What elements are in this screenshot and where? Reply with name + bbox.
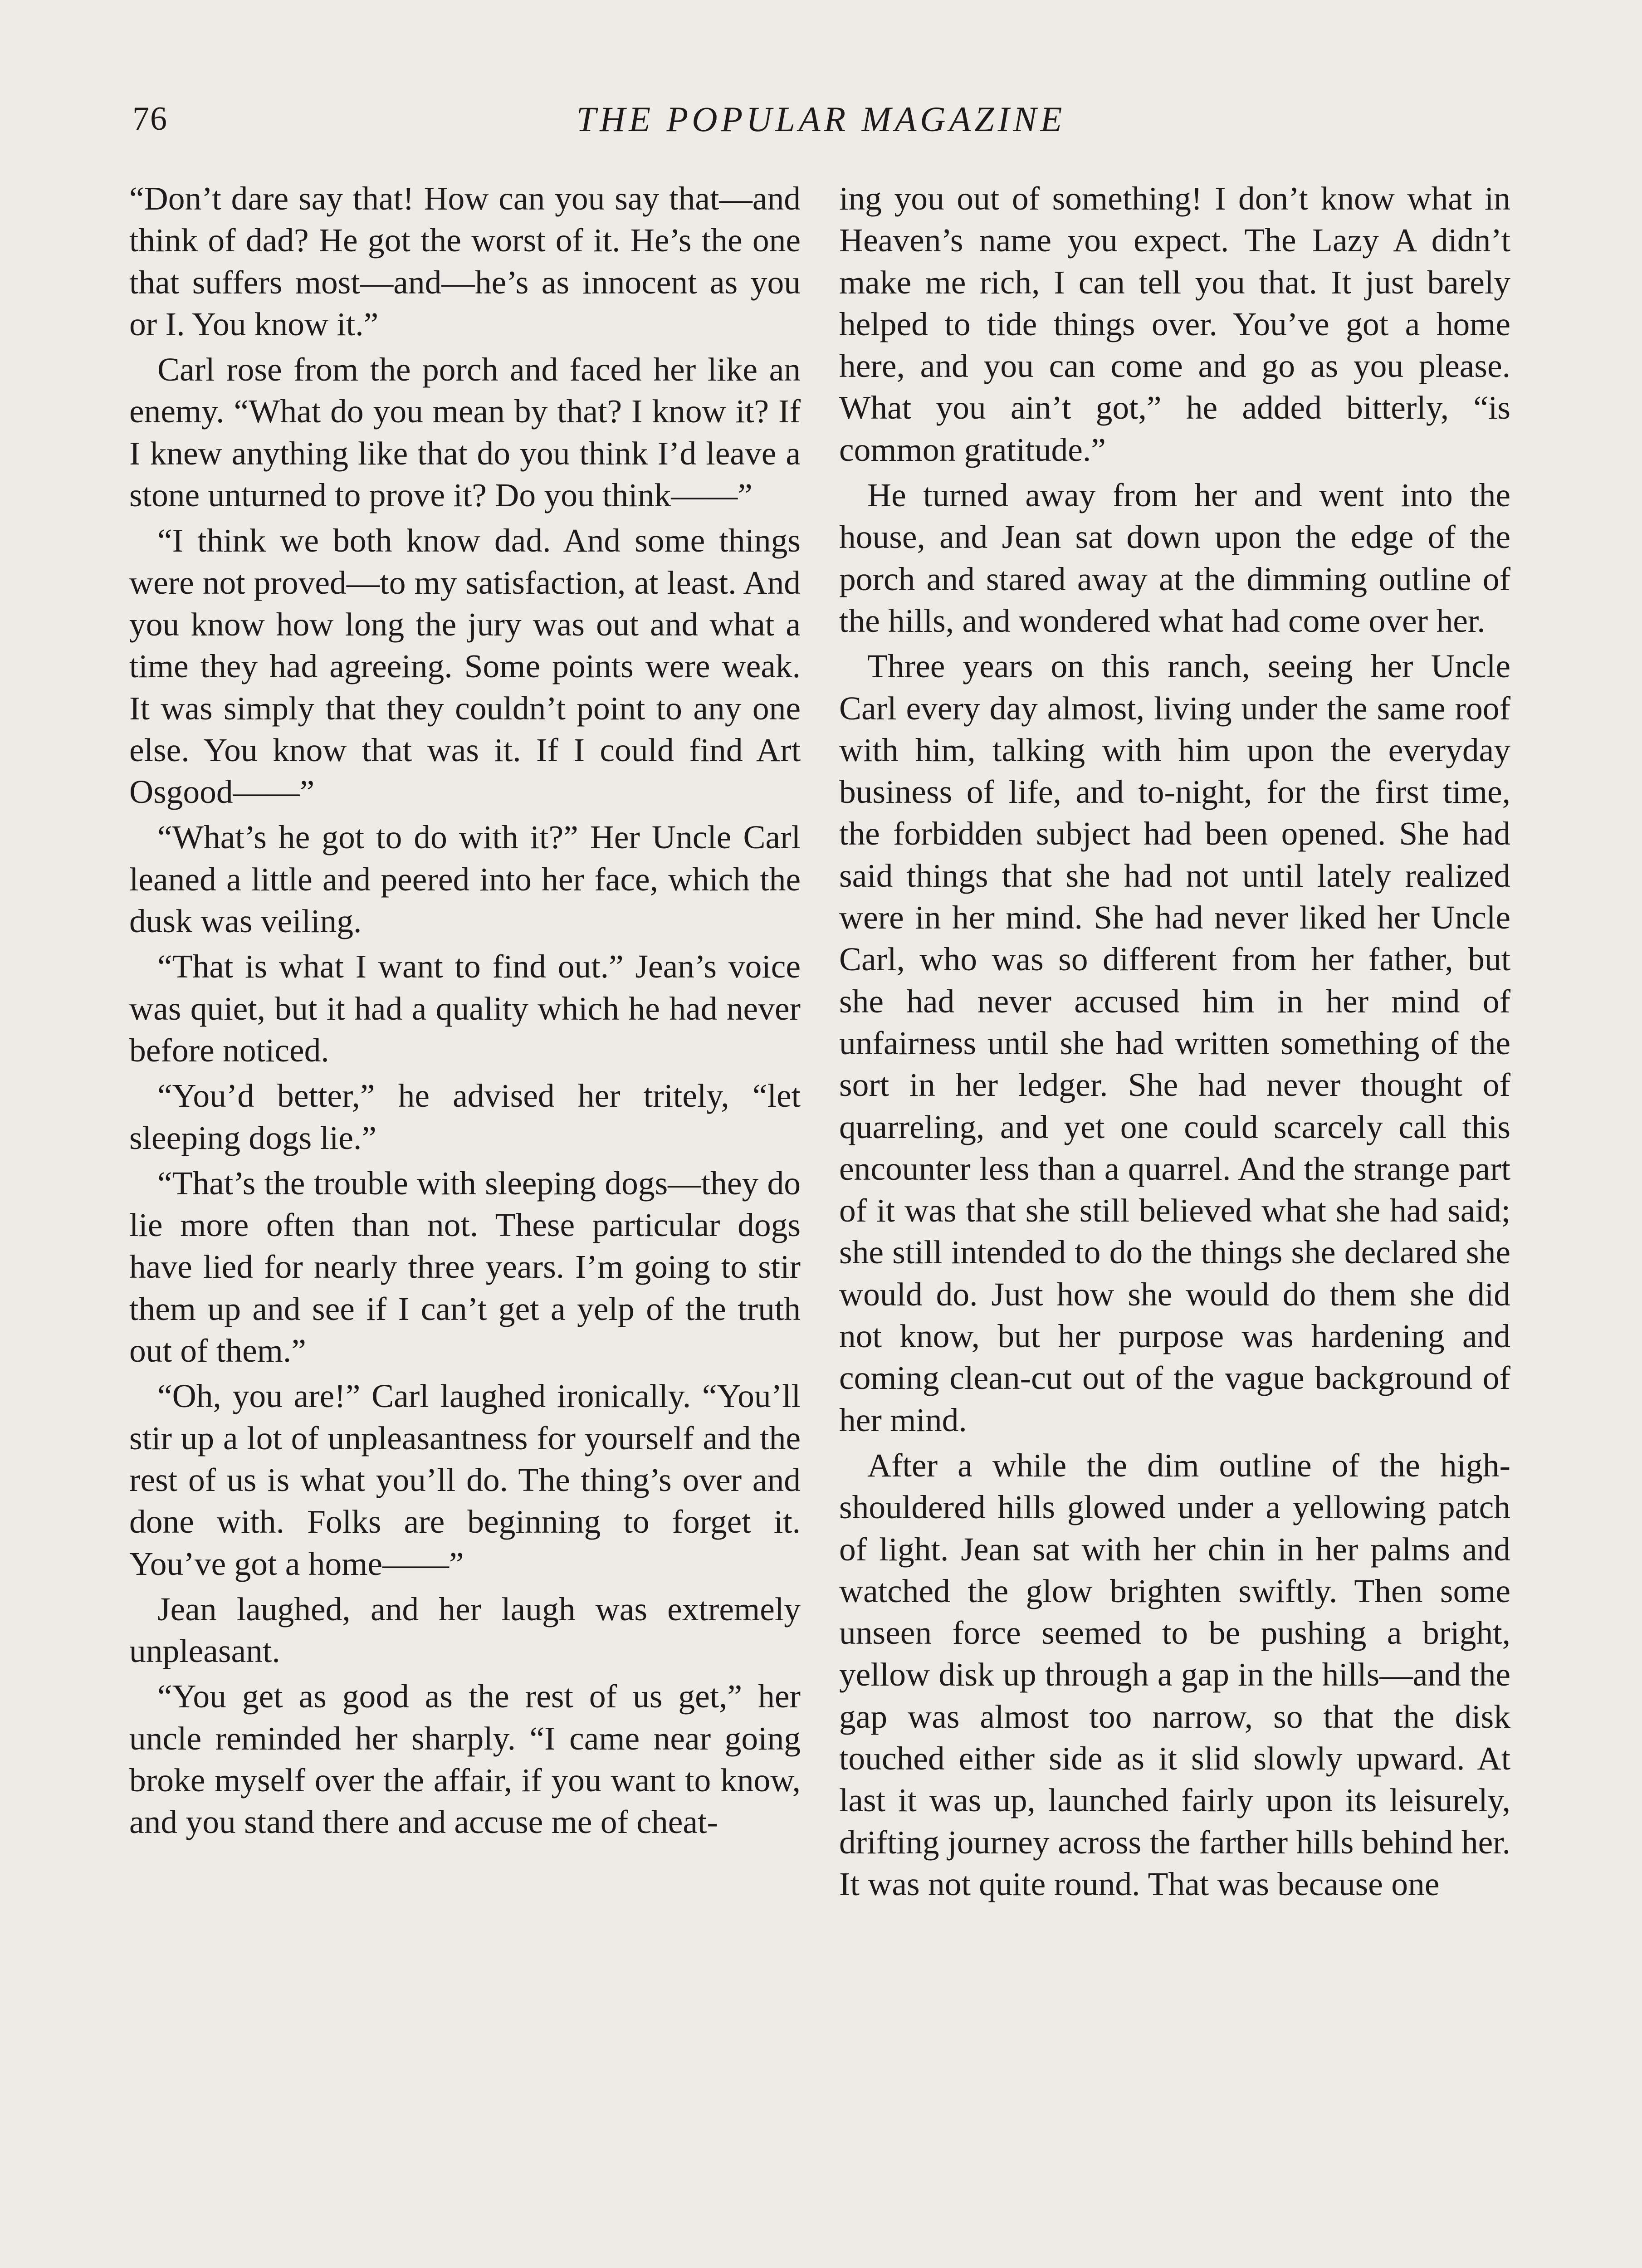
paragraph: “That is what I want to find out.” Jean’s voice was quiet, but it had a quality which he had never before noticed. xyxy=(129,948,801,1069)
paragraph: ing you out of something! I don’t know what in Heaven’s name you expect. The Lazy A didn’t make me rich, I can tell you that. It just barely helped to tide things over. You’ve got a home here, and you can come and go as you please. What you ain’t got,” he added bitterly, “is common gratitude.” xyxy=(839,180,1510,468)
running-title: THE POPULAR MAGAZINE xyxy=(576,99,1066,139)
paragraph: “That’s the trouble with sleeping dogs—they do lie more often than not. These particular dogs have lied for nearly three years. I’m going to stir them up and see if I can’t get a yelp of the truth out of them.” xyxy=(129,1164,801,1369)
paragraph: After a while the dim outline of the high-shouldered hills glowed under a yellowing patch of light. Jean sat with her chin in her palms and watched the glow brighten swiftly. Then some unseen force seemed to be pushing a bright, yellow disk up through a gap in the hills—and the gap was almost too narrow, so that the disk touched either side as it slid slowly upward. At last it was up, launched fairly upon its leisurely, drifting journey across the farther hills behind her. It was not quite round. That was because one xyxy=(839,1447,1510,1902)
paragraph: He turned away from her and went into the house, and Jean sat down upon the edge of the porch and stared away at the dimming outline of the hills, and wondered what had come over her. xyxy=(839,477,1510,639)
paragraph: “What’s he got to do with it?” Her Uncle Carl leaned a little and peered into her face, which the dusk was veiling. xyxy=(129,819,801,940)
paragraph: “I think we both know dad. And some things were not proved—to my satisfaction, at least. And you know how long the jury was out and what a time they had agreeing. Some points were weak. It was simply that they couldn’t point to any one else. You know that was it. If I could find Art Osgood——” xyxy=(129,522,801,811)
left-column xyxy=(129,178,801,1847)
page-header xyxy=(127,91,1515,159)
paragraph: Three years on this ranch, seeing her Uncle Carl every day almost, living under the same roof with him, talking with him upon the everyday business of life, and to-night, for the first time, the forbidden subject had been opened. She had said things that she had not until lately realized were in her mind. She had never liked her Uncle Carl, who was so different from her father, but she had never accused him in her mind of unfairness until she had written something of the sort in her ledger. She had never thought of quarreling, and yet one could scarcely call this encounter less than a quarrel. And the strange part of it was that she still believed what she had said; she still intended to do the things she declared she would do. Just how she would do them she did not know, but her purpose was hardening and coming clean-cut out of the vague background of her mind. xyxy=(839,648,1510,1438)
right-column xyxy=(839,178,1510,1909)
paragraph: Carl rose from the porch and faced her like an enemy. “What do you mean by that? I know it? If I knew anything like that do you think I’d leave a stone unturned to prove it? Do you think——” xyxy=(129,351,801,514)
paragraph: Jean laughed, and her laugh was extremely unpleasant. xyxy=(129,1590,801,1670)
paragraph: “You get as good as the rest of us get,” her uncle reminded her sharply. “I came near going broke myself over the affair, if you want to know, and you stand there and accuse me of cheat- xyxy=(129,1678,801,1841)
paragraph: “You’d better,” he advised her tritely, “let sleeping dogs lie.” xyxy=(129,1077,801,1156)
paragraph: “Don’t dare say that! How can you say that—and think of dad? He got the worst of it. He’s the one that suffers most—and—he’s as innocent as you or I. You know it.” xyxy=(129,180,801,342)
page-number: 76 xyxy=(132,100,168,137)
paragraph: “Oh, you are!” Carl laughed ironically. “You’ll stir up a lot of unpleasantness for yourself and the rest of us is what you’ll do. The thing’s over and done with. Folks are beginning to forget it. You’ve got a home——” xyxy=(129,1378,801,1582)
